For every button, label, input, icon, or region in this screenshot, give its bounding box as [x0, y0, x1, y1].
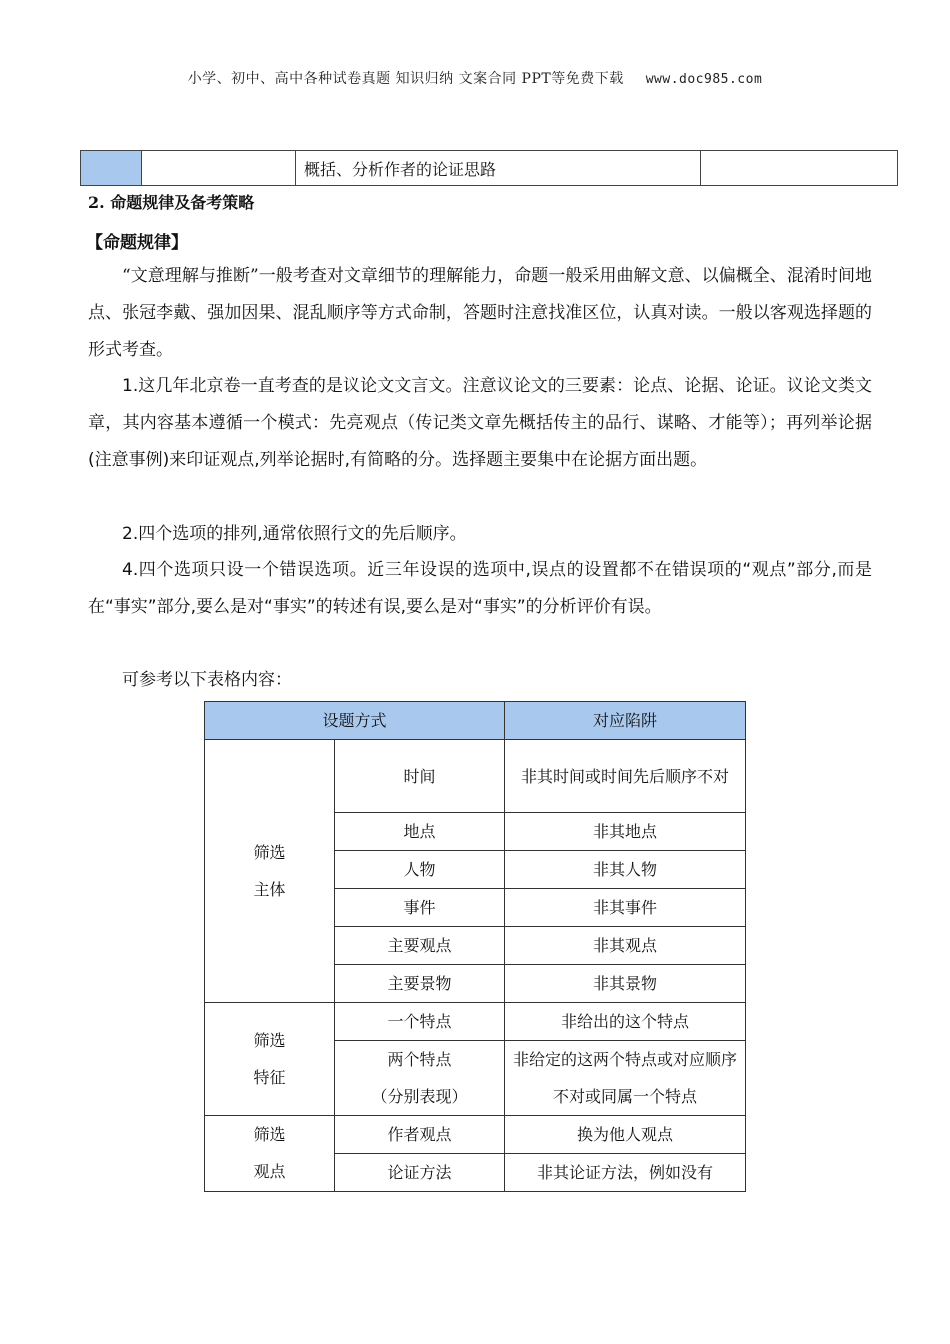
- item-cell: 地点: [335, 813, 505, 851]
- table-row: [205, 1003, 746, 1041]
- page-header: [0, 68, 950, 88]
- item-cell: 作者观点: [335, 1116, 505, 1154]
- item-cell: 一个特点: [335, 1003, 505, 1041]
- trap-cell: 非其论证方法，例如没有: [505, 1154, 746, 1192]
- paragraph: 4.四个选项只设一个错误选项。近三年设误的选项中,误点的设置都不在错误项的“观点”部分,而是在“事实”部分,要么是对“事实”的转述有误,要么是对“事实”的分析评价有误。: [88, 560, 872, 617]
- subsection-title: 【命题规律】: [86, 233, 188, 253]
- header-url[interactable]: www.doc985.com: [645, 72, 763, 87]
- trap-cell: 非其景物: [505, 965, 746, 1003]
- paragraph: 可参考以下表格内容：: [122, 670, 292, 690]
- table-cell: 概括、分析作者的论证思路: [296, 151, 701, 186]
- category-cell: [205, 1003, 335, 1116]
- trap-cell: 非其地点: [505, 813, 746, 851]
- trap-cell: 非其时间或时间先后顺序不对: [505, 740, 746, 813]
- table-header-row: [205, 702, 746, 740]
- empty-cell: [701, 151, 898, 186]
- trap-cell: 非其事件: [505, 889, 746, 927]
- trap-cell: 非其观点: [505, 927, 746, 965]
- category-cell: [205, 740, 335, 1003]
- paragraph: “文意理解与推断”一般考查对文章细节的理解能力，命题一般采用曲解文意、以偏概全、混淆时间地点、张冠李戴、强加因果、混乱顺序等方式命制，答题时注意找准区位，认真对读。一般以客观选择题的形式考查。: [88, 266, 872, 360]
- paragraph: 2.四个选项的排列,通常依照行文的先后顺序。: [122, 524, 467, 544]
- item-cell: 主要观点: [335, 927, 505, 965]
- trap-cell: 换为他人观点: [505, 1116, 746, 1154]
- category-line: 特征: [253, 1068, 286, 1087]
- item-cell: 主要景物: [335, 965, 505, 1003]
- blue-cell: [81, 151, 142, 186]
- category-line: 观点: [253, 1162, 286, 1181]
- item-cell: 时间: [335, 740, 505, 813]
- table-row: [205, 740, 746, 813]
- section-title: 2. 命题规律及备考策略: [88, 193, 255, 212]
- trap-table: [204, 701, 746, 1192]
- item-cell: 人物: [335, 851, 505, 889]
- category-cell: [205, 1116, 335, 1192]
- empty-cell: [142, 151, 296, 186]
- category-line: 筛选: [253, 1031, 286, 1050]
- trap-cell: 非给出的这个特点: [505, 1003, 746, 1041]
- category-line: 筛选: [253, 843, 286, 862]
- item-line: 两个特点: [387, 1050, 452, 1069]
- trap-cell: 非其人物: [505, 851, 746, 889]
- table-header: 设题方式: [205, 702, 505, 740]
- item-cell: [335, 1041, 505, 1116]
- table-header: 对应陷阱: [505, 702, 746, 740]
- trap-cell: 非给定的这两个特点或对应顺序不对或同属一个特点: [505, 1041, 746, 1116]
- header-text: 小学、初中、高中各种试卷真题 知识归纳 文案合同 PPT等免费下载: [187, 71, 624, 87]
- item-cell: 论证方法: [335, 1154, 505, 1192]
- table-row: [81, 151, 898, 186]
- item-cell: 事件: [335, 889, 505, 927]
- category-line: 主体: [253, 880, 286, 899]
- category-line: 筛选: [253, 1125, 286, 1144]
- continued-table-row: [80, 150, 898, 186]
- table-row: [205, 1116, 746, 1154]
- paragraph: 1.这几年北京卷一直考查的是议论文文言文。注意议论文的三要素：论点、论据、论证。议论文类文章，其内容基本遵循一个模式：先亮观点（传记类文章先概括传主的品行、谋略、才能等）；再列举论据(注意事例)来印证观点,列举论据时,有简略的分。选择题主要集中在论据方面出题。: [88, 376, 872, 470]
- item-line: （分别表现）: [371, 1087, 468, 1106]
